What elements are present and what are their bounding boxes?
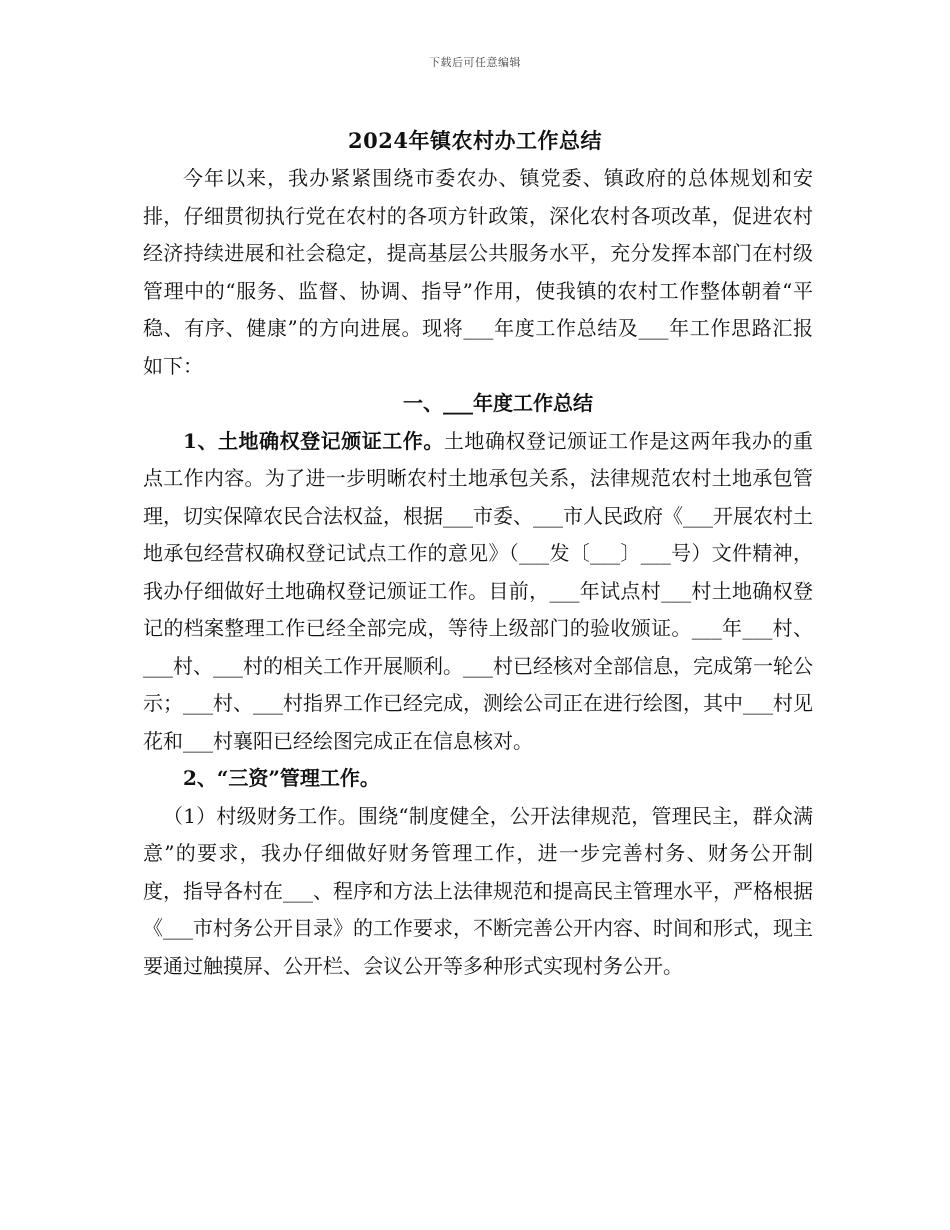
section-heading: 一、___年度工作总结 bbox=[403, 391, 593, 415]
document-title: 2024年镇农村办工作总结 bbox=[348, 128, 602, 153]
item1-lead: 1、土地确权登记颁证工作。 bbox=[183, 428, 444, 453]
item1-body: 土地确权登记颁证工作是这两年我办的重点工作内容。为了进一步明晰农村土地承包关系，法律规范农村土地承包管理，切实保障农民合法权益，根据___市委、___市人民政府《___开展农村土地承包经营权确权登记试点工作的意见》（___发〔___〕___号）文件精神，我办仔细做好土地确权登记颁证工作。目前，___年试点村___村土地确权登记的档案整理工作已经全部完成，等待上级部门的验收颁证。___年___村、___村、___村的相关工作开展顺利。___村已经核对全部信息，完成第一轮公示；___村、___村指界工作已经完成，测绘公司正在进行绘图，其中___村见花和___村襄阳已经绘图完成正在信息核对。 bbox=[143, 428, 814, 753]
item2-lead: 2、“三资”管理工作。 bbox=[183, 766, 380, 790]
document-body bbox=[143, 160, 813, 985]
item2-sub1-paragraph: （1）村级财务工作。围绕“制度健全，公开法律规范，管理民主，群众满意”的要求，我办仔细做好财务管理工作，进一步完善村务、财务公开制度，指导各村在___、程序和方法上法律规范和提高民主管理水平，严格根据《___市村务公开目录》的工作要求，不断完善公开内容、时间和形式，现主要通过触摸屏、公开栏、会议公开等多种形式实现村务公开。 bbox=[143, 803, 813, 978]
item2-paragraph bbox=[143, 760, 813, 798]
header-note: 下载后可任意编辑 bbox=[429, 56, 521, 69]
item1-paragraph bbox=[143, 423, 813, 761]
intro-paragraph: 今年以来，我办紧紧围绕市委农办、镇党委、镇政府的总体规划和安排，仔细贯彻执行党在农村的各项方针政策，深化农村各项改革，促进农村经济持续进展和社会稳定，提高基层公共服务水平，充分发挥本部门在村级管理中的“服务、监督、协调、指导”作用，使我镇的农村工作整体朝着“平稳、有序、健康”的方向进展。现将___年度工作总结及___年工作思路汇报如下： bbox=[143, 166, 813, 378]
